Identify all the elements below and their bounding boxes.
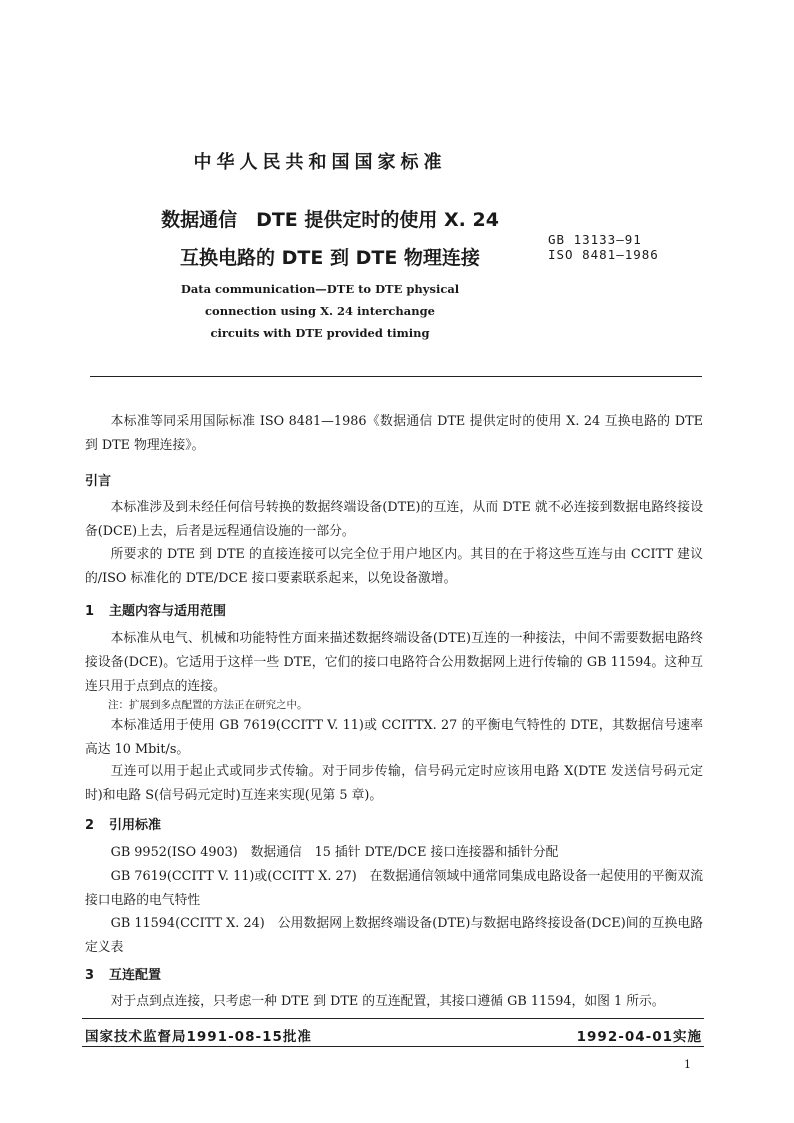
section-2-heading	[85, 814, 161, 833]
section-title: 引言	[85, 474, 112, 489]
standard-organization: 中华人民共和国国家标准	[193, 152, 447, 173]
reference-item: GB 9952(ISO 4903) 数据通信 15 插针 DTE/DCE 接口连接器和插针分配	[110, 845, 559, 860]
section-1-paragraph-3: 互连可以用于起止式或同步式传输。对于同步传输，信号码元定时应该用电路 X(DTE 发送信号码元定时)和电路 S(信号码元定时)互连来实现(见第 5 章)。	[85, 764, 703, 803]
title-chinese-line2: 互换电路的 DTE 到 DTE 物理连接	[180, 247, 480, 269]
title-chinese-line1: 数据通信 DTE 提供定时的使用 X. 24	[161, 209, 499, 231]
section-number: 3	[85, 968, 95, 983]
foreword-paragraph-1: 本标准涉及到未经任何信号转换的数据终端设备(DTE)的互连，从而 DTE 就不必连接到数据电路终接设备(DCE)上去，后者是远程通信设施的一部分。	[85, 500, 703, 539]
page-number: 1	[684, 1058, 691, 1071]
standard-code-gb: GB 13133—91	[548, 232, 642, 247]
section-1-note: 注：扩展到多点配置的方法正在研究之中。	[108, 699, 308, 711]
footer-bottom-divider	[82, 1046, 704, 1047]
intro-paragraph: 本标准等同采用国际标准 ISO 8481—1986《数据通信 DTE 提供定时的使用 X. 24 互换电路的 DTE 到 DTE 物理连接》。	[85, 414, 703, 453]
section-1-heading	[85, 600, 226, 619]
section-1-paragraph-2: 本标准适用于使用 GB 7619(CCITT V. 11)或 CCITTX. 27 的平衡电气特性的 DTE，其数据信号速率高达 10 Mbit/s。	[85, 718, 703, 757]
section-title: 主题内容与适用范围	[109, 604, 227, 619]
section-1-paragraph-1: 本标准从电气、机械和功能特性方面来描述数据终端设备(DTE)互连的一种接法，中间不需要数据电路终接设备(DCE)。它适用于这样一些 DTE，它们的接口电路符合公用数据网上进行传输的 GB 11594。这种互连只用于点到点的连接。	[85, 631, 703, 694]
title-english-line1: Data communication—DTE to DTE physical	[180, 282, 460, 296]
section-number: 1	[85, 604, 95, 619]
title-english-line2: connection using X. 24 interchange	[205, 304, 435, 318]
footer-divider	[82, 1018, 704, 1019]
reference-item: GB 11594(CCITT X. 24) 公用数据网上数据终端设备(DTE)与数据电路终接设备(DCE)间的互换电路定义表	[85, 916, 703, 955]
section-title: 引用标准	[109, 818, 162, 833]
approval-date: 国家技术监督局1991-08-15批准	[85, 1029, 312, 1045]
section-number: 2	[85, 818, 95, 833]
reference-item: GB 7619(CCITT V. 11)或(CCITT X. 27) 在数据通信领域中通常同集成电路设备一起使用的平衡双流接口电路的电气特性	[85, 869, 703, 908]
section-foreword-heading	[85, 470, 111, 489]
section-title: 互连配置	[109, 968, 162, 983]
title-english-line3: circuits with DTE provided timing	[210, 326, 430, 340]
section-3-heading	[85, 964, 161, 983]
standard-code-iso: ISO 8481—1986	[548, 247, 659, 262]
effective-date: 1992-04-01实施	[576, 1029, 702, 1045]
section-3-paragraph-1: 对于点到点连接，只考虑一种 DTE 到 DTE 的互连配置，其接口遵循 GB 11594，如图 1 所示。	[110, 994, 665, 1009]
foreword-paragraph-2: 所要求的 DTE 到 DTE 的直接连接可以完全位于用户地区内。其目的在于将这些互连与由 CCITT 建议的/ISO 标准化的 DTE/DCE 接口要素联系起来，以免设备激增。	[85, 547, 703, 586]
header-divider	[90, 376, 702, 377]
